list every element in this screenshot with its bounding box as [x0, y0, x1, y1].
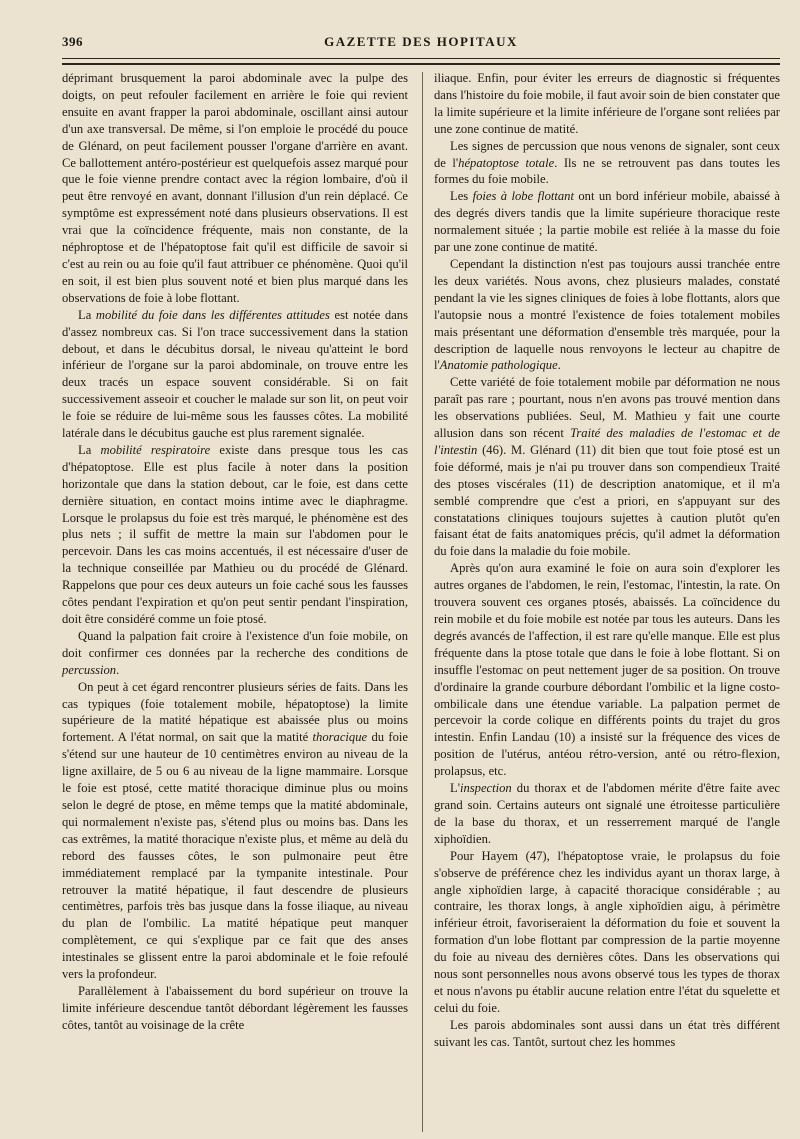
page-header: [62, 34, 780, 54]
paragraph: iliaque. Enfin, pour éviter les erreurs de diagnostic si fréquentes dans l'histoire du foie mobile, il faut avoir soin de bien constater que la limite supérieure et la limite inférieure de l'organe sont reliées par une zone continue de matité.: [434, 71, 780, 136]
italic-term: thoracique: [312, 730, 368, 745]
italic-term: percussion: [62, 662, 117, 677]
paragraph: La mobilité du foie dans les différentes attitudes est notée dans d'assez nombreux cas. Si l'on trace successivement dans la station debout, et dans le décubitus dorsal, le niveau qu'atteint le bord inférieur de l'organe sur la paroi abdominale, on trouve entre les deux tracés un espace souvent considérable. Si on fait successivement asseoir et coucher le malade sur son lit, on peut voir le foie se réduire de lui-même sous les fausses côtes. La mobilité latérale dans le décubitus gauche est plus rarement signalée.: [62, 307, 408, 441]
right-column: [434, 70, 780, 1051]
paragraph: déprimant brusquement la paroi abdominale avec la pulpe des doigts, on peut refouler facilement en arrière le foie qui revient ensuite en avant frapper la paroi abdominale, oscillant ainsi autour d'un axe transversal. De même, si l'on emploie le procédé du pouce de Glénard, on peut facilement pousser l'organe d'arrière en avant. Ce ballottement antéro-postérieur est quelquefois assez marqué pour que le foie vienne prendre contact avec la région lombaire, d'où il peut être renvoyé en avant, donnant l'illusion d'un rein déplacé. Ce symptôme est expressément noté dans plusieurs observations. Il est vrai que la coïncidence fréquente, mais non constante, de la néphroptose et de l'hépatoptose fait qu'il est difficile de savoir si c'est au rein ou au foie qu'il faut attribuer ce phénomène. Quoi qu'il en soit, il est bien plus souvent noté et bien plus marqué dans les observations de foie à lobe flottant.: [62, 71, 408, 305]
paragraph: La mobilité respiratoire existe dans presque tous les cas d'hépatoptose. Elle est plus facile à noter dans la position horizontale que dans la station debout, car le foie, est dans cette dernière situation, en contact moins intime avec le diaphragme. Lorsque le prolapsus du foie est très marqué, le phénomène est des plus nets ; il suffit de mettre la main sur l'abdomen pour le percevoir. Dans les cas moins accentués, il est nécessaire d'user de la technique conseillée par Mathieu ou du procédé de Glénard. Rappelons que pour ces deux auteurs un foie caché sous les fausses côtes pendant l'expiration et qu'on peut sentir pendant l'inspiration, doit être considéré comme un foie ptosé.: [62, 442, 408, 626]
italic-term: Traité des maladies de l'estomac et de l'intestin: [434, 426, 780, 457]
paragraph: Les parois abdominales sont aussi dans un état très différent suivant les cas. Tantôt, surtout chez les hommes: [434, 1017, 780, 1049]
paragraph: L'inspection du thorax et de l'abdomen mérite d'être faite avec grand soin. Certains auteurs ont signalé une étroitesse particulière de la base du thorax, et un resserrement marqué de l'angle xiphoïdien.: [434, 781, 780, 846]
paragraph: Pour Hayem (47), l'hépatoptose vraie, le prolapsus du foie s'observe de préférence chez les individus ayant un thorax large, à angle xiphoïdien large, à capacité thoracique considérable ; au contraire, les thorax longs, à angle xiphoïdien aigu, à périmètre inférieur étroit, favoriseraient la déformation du foie et souvent la formation d'un lobe flottant par compression de la partie moyenne du foie au niveau des dernières côtes. Dans les observations qui nous sont personnelles nous avons observé tous les types de thorax et nous n'avons pu établir aucune relation entre l'état du squelette et celui du foie.: [434, 848, 780, 1015]
paragraph: Cependant la distinction n'est pas toujours aussi tranchée entre les deux variétés. Nous avons, chez plusieurs malades, constaté pendant la vie les signes cliniques de foies à lobe flottants, alors que l'autopsie nous a montré l'existence de foies totalement mobiles mais présentant une déformation d'ensemble très marquée, pour la description de laquelle nous renvoyons le lecteur au chapitre de l'Anatomie pathologique.: [434, 256, 780, 373]
header-rule: [62, 58, 780, 59]
left-column: [62, 70, 408, 1034]
journal-title: GAZETTE DES HOPITAUX: [324, 34, 518, 49]
header-rule-double: [62, 63, 780, 65]
italic-term: hépatoptose totale: [458, 155, 555, 170]
italic-term: foies à lobe flottant: [472, 189, 574, 204]
paragraph: On peut à cet égard rencontrer plusieurs séries de faits. Dans les cas typiques (foie totalement mobile, hépatoptose) la limite supérieure de la matité hépatique est abaissée plus ou moins fortement. A l'état normal, on sait que la matité thoracique du foie s'étend sur une hauteur de 10 centimètres environ au niveau de la ligne axillaire, de 5 ou 6 au niveau de la ligne mammaire. Lorsque le foie est ptosé, cette matité thoracique diminue plus ou moins selon le degré de ptose, en même temps que la matité abdominale, qui normalement n'existe pas, s'étend plus ou moins bas. Dans les cas extrêmes, la matité thoracique n'existe plus, et même au delà du rebord des fausses côtes, le son pulmonaire peut être immédiatement remplacé par la tympanite intestinale. Pour retrouver la matité hépatique, il faut descendre de plusieurs centimètres, parfois très bas jusque dans la fosse iliaque, au niveau du plan de l'ombilic. La matité hépatique peut manquer complètement, ce qui s'explique par ce fait que des anses intestinales se glissent entre la paroi abdominale et le foie refoulé vers la profondeur.: [62, 679, 408, 982]
column-separator: [422, 72, 423, 1132]
paragraph: Les signes de percussion que nous venons de signaler, sont ceux de l'hépatoptose totale. Ils ne se retrouvent pas dans toutes les formes du foie mobile.: [434, 138, 780, 187]
italic-term: Anatomie pathologique: [439, 358, 558, 373]
paragraph: Cette variété de foie totalement mobile par déformation ne nous paraît pas rare ; pourtant, nous n'en avons pas trouvé mention dans les observations publiées. Seul, M. Mathieu y fait une courte allusion dans son récent Traité des maladies de l'estomac et de l'intestin (46). M. Glénard (11) dit bien que tout foie ptosé est un foie déformé, mais je n'ai pu trouver dans son compendieux Traité des ptoses viscérales (11) de description anatomique, et il m'a semblé comprendre que c'est a priori, en s'appuyant sur des constatations cliniques toujours sujettes à caution plutôt qu'en faisant état de faits anatomiques précis, qu'il admet la déformation du foie dans la maladie du foie mobile.: [434, 375, 780, 559]
italic-term: mobilité respiratoire: [100, 442, 211, 457]
paragraph: Quand la palpation fait croire à l'existence d'un foie mobile, on doit confirmer ces données par la recherche des conditions de percussion.: [62, 628, 408, 677]
paragraph: Parallèlement à l'abaissement du bord supérieur on trouve la limite inférieure descendue tantôt débordant légèrement les fausses côtes, tantôt au voisinage de la crête: [62, 983, 408, 1032]
italic-term: mobilité du foie dans les différentes attitudes: [95, 307, 330, 322]
italic-term: inspection: [459, 781, 512, 796]
page-number: 396: [62, 34, 83, 49]
paragraph: Les foies à lobe flottant ont un bord inférieur mobile, abaissé à des degrés divers tandis que la limite supérieure thoracique reste normalement située ; la partie mobile est reliée à la masse du foie par une zone continue de matité.: [434, 189, 780, 255]
paragraph: Après qu'on aura examiné le foie on aura soin d'explorer les autres organes de l'abdomen, le rein, l'estomac, l'intestin, la rate. On trouvera souvent ces organes ptosés, abaissés. La coïncidence du rein mobile et du foie mobile est notée par tous les auteurs. Dans les degrés avancés de l'affection, il est rare qu'elle manque. Elle est plus fréquente dans la ptose totale que dans le foie à lobe flottant. Si on insuffle l'estomac on peut nettement juger de sa position. On trouve d'ordinaire la grande courbure débordant l'ombilic et la ligne costo-ombilicale dans une étendue variable. La palpation permet de percevoir la corde colique en différents points du trajet du gros intestin. Enfin Landau (10) a insisté sur la fréquence des vices de position de l'utérus, antéou rétro-version, anté ou rétro-flexion, prolapsus, etc.: [434, 561, 780, 779]
